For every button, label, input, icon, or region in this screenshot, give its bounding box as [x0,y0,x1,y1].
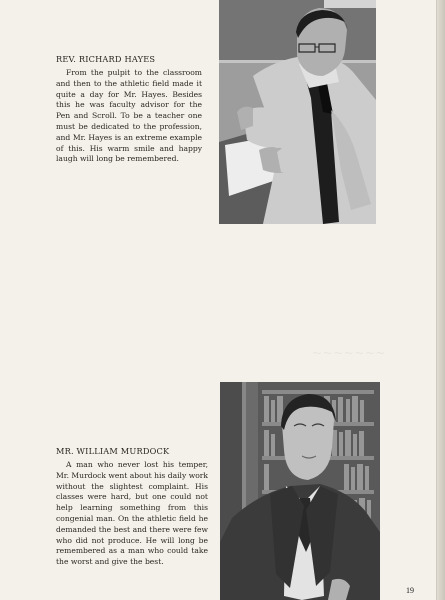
page-edge [437,0,445,600]
faculty-description: From the pulpit to the classroom and then to the athletic field made it quite a day for Mr. Hayes. Besides this he was faculty advisor for the Pen and Scroll. To be a teacher one must be dedicated to the profession, and Mr. Hayes is an extreme example of this. His warm smile and happy laugh will long be remembered. [56,68,202,164]
photo-william-murdock [220,382,380,600]
bio-william-murdock [56,446,208,568]
faculty-name: MR. WILLIAM MURDOCK [56,446,170,456]
page-number: 19 [406,586,414,595]
faculty-description: A man who never lost his temper, Mr. Murdock went about his daily work without the slightest complaint. His classes were hard, but one could not help learning something from this congenial man. On the athletic field he demanded the best and there were few who did not produce. He will long be remembered as a man who could take the worst and give the best. [56,460,208,567]
photo-richard-hayes [219,0,376,224]
faculty-name: REV. RICHARD HAYES [56,54,156,64]
watermark-text: ~~~~~~~ [312,346,386,360]
bio-richard-hayes [56,54,202,165]
